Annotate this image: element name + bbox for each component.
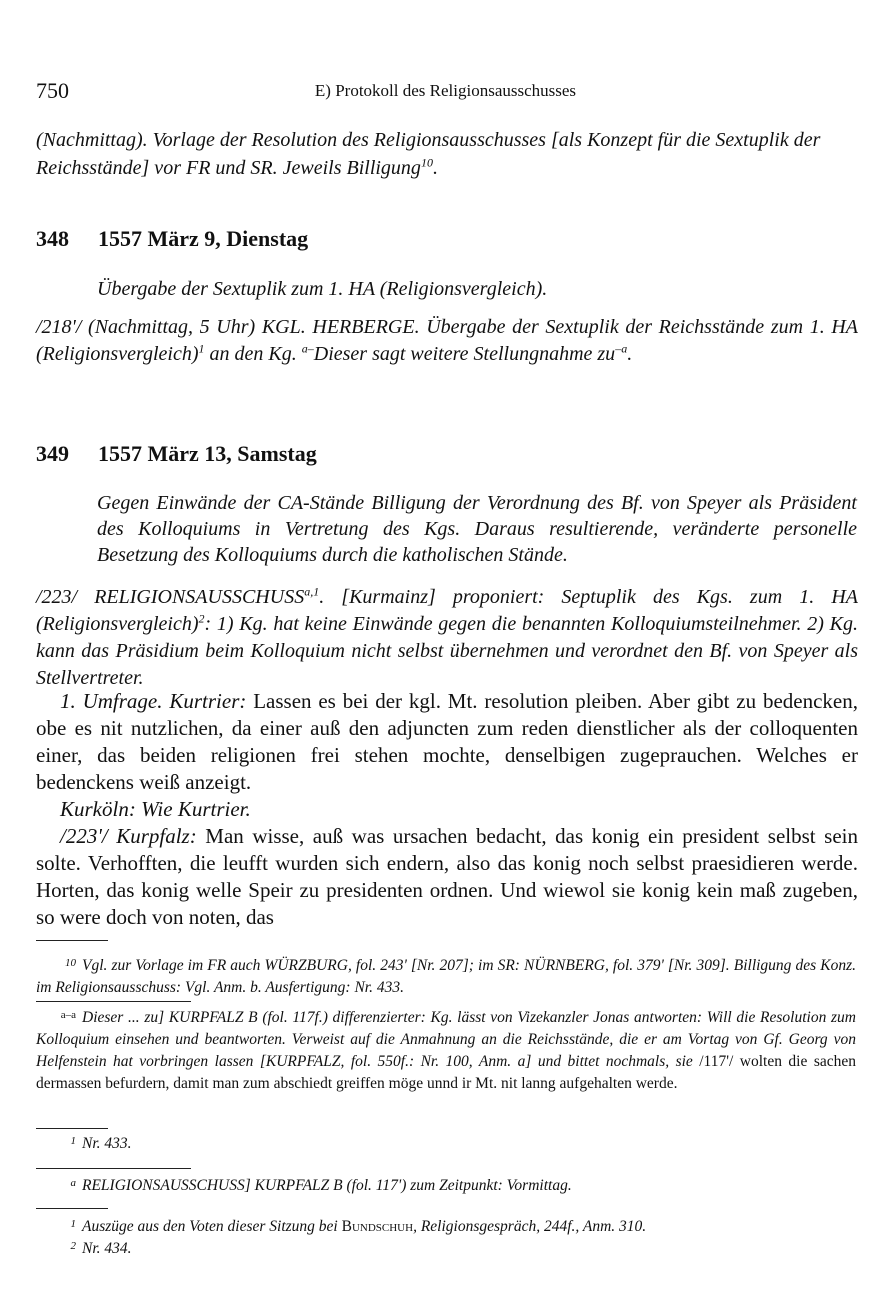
vote-text: Man wisse, auß was ursachen bedacht, das konig ein president selbst sein solte. Verhofften, die leufft wurden sich endern, also das konig noch selbst praesidieren werde. Horten, das konig welle Speir zu presidenten ordnen. Und wiewol sie konig kein maß zugeben, so were doch von noten, das xyxy=(36,824,858,929)
footnote-rule xyxy=(36,940,108,941)
footnote-rule xyxy=(36,1168,191,1169)
footnote-ref-a1[interactable]: a,1 xyxy=(304,584,320,599)
footnote-ref-10[interactable]: 10 xyxy=(420,155,433,170)
footnote-ref-1[interactable]: 1 xyxy=(198,341,205,356)
entry-349-intro-part: /223/ RELIGIONSAUSSCHUSS xyxy=(36,586,305,608)
entry-number: 349 xyxy=(36,441,69,466)
running-title: E) Protokoll des Religionsausschusses xyxy=(314,81,577,100)
entry-date: 1557 März 9, Dienstag xyxy=(98,226,309,251)
footnote-a xyxy=(36,1172,856,1197)
footnote-ref-2[interactable]: 2 xyxy=(198,611,205,626)
lead-paragraph xyxy=(36,126,858,182)
footnote-a-a xyxy=(36,1004,856,1095)
footnote-mark: 1 xyxy=(70,1135,76,1147)
entry-349-intro-part: . [Kurmainz] proponiert: Septuplik des Kgs. zum 1. HA (Religionsvergleich) xyxy=(36,586,858,635)
entry-349-intro-part: : 1) Kg. hat keine Einwände gegen die benannten Kolloquiumsteilnehmer. 2) Kg. kann das Präsidium beim Kolloquium nicht selbst übernehmen und verordnet den Bf. von Speyer als Stellvertreter. xyxy=(36,613,858,689)
footnote-rule xyxy=(36,1128,108,1129)
footnote-ref-a[interactable]: a– xyxy=(301,341,314,356)
footnote-text: Auszüge aus den Voten dieser Sitzung bei xyxy=(82,1218,338,1235)
footnote-2 xyxy=(36,1235,856,1260)
entry-348-text-part: Dieser sagt weitere Stellungnahme zu xyxy=(313,343,616,365)
entry-349-intro xyxy=(36,584,858,692)
footnote-text: Nr. 433. xyxy=(82,1135,132,1152)
page-header xyxy=(36,78,855,106)
entry-349-summary: Gegen Einwände der CA-Stände Billigung der Verordnung des Bf. von Speyer als Präsident des Kolloquiums in Vertretung des Kgs. Daraus resultierende, veränderte personelle Besetzung des Kolloquiums durch die katholischen Stände. xyxy=(97,492,857,566)
footnote-1a xyxy=(36,1130,856,1155)
footnote-mark: 2 xyxy=(70,1240,76,1252)
vote-kurpfalz xyxy=(36,823,858,931)
vote-kurkoeln xyxy=(36,796,858,823)
entry-349-heading xyxy=(36,441,317,467)
vote-text: Lassen es bei der kgl. Mt. resolution pleiben. Aber gibt zu bedencken, obe es nit nutzlichen, da einer auß den adjuncten zum reden dienstlicher als der colloquenten einer, das beiden religionen frei stehen mochte, denselbigen zugeprauchen. Welches er bedenckens weiß anzeigt. xyxy=(36,689,858,794)
lead-text: (Nachmittag). Vorlage der Resolution des Religionsausschusses [als Konzept für die Sextuplik der Reichsstände] vor FR und SR. Jeweils Billigung xyxy=(36,129,821,179)
page-number: 750 xyxy=(36,78,69,103)
footnote-10 xyxy=(36,952,856,999)
footnote-mark: 10 xyxy=(65,957,76,969)
entry-number: 348 xyxy=(36,226,69,251)
footnote-text: Nr. 434. xyxy=(82,1240,132,1257)
footnote-rule xyxy=(36,1001,191,1002)
vote-label: 1. Umfrage. Kurtrier: xyxy=(60,689,247,713)
entry-348-end: . xyxy=(627,343,633,365)
footnote-text-roman: wolten die sachen dermassen befurdern, damit man zum abschiedt greiffen möge unnd ir Mt. nit lanng aufgehalten werde. xyxy=(36,1053,856,1092)
entry-348-text-part: an den Kg. xyxy=(204,343,302,365)
footnote-text-italic: Dieser ... zu] KURPFALZ B (fol. 117f.) differenzierter: Kg. lässt von Vizekanzler Jonas antworten: Will die Resolution zum Kolloquium einsehen und beantworten. Verweist auf die Anmahnung an die Reichsstände, die er am Vortag von Gf. Georg von Helfenstein hat vorbringen lassen [KURPFALZ, fol. 550f.: Nr. 100, Anm. a] und bittet nochmals, sie xyxy=(36,1009,856,1070)
vote-kurtrier xyxy=(36,688,858,796)
entry-date: 1557 März 13, Samstag xyxy=(98,441,317,466)
entry-348-text xyxy=(36,314,858,368)
footnote-text: , Religionsgespräch, 244f., Anm. 310. xyxy=(413,1218,647,1235)
vote-label: /223'/ Kurpfalz: xyxy=(60,824,197,848)
vote-label: Kurköln: Wie Kurtrier. xyxy=(60,797,251,821)
footnote-rule xyxy=(36,1208,108,1209)
entry-348-summary: Übergabe der Sextuplik zum 1. HA (Religionsvergleich). xyxy=(97,278,548,300)
lead-end: . xyxy=(432,157,438,179)
footnote-mark: a xyxy=(70,1177,76,1189)
entry-348-heading xyxy=(36,226,308,252)
footnote-mark: a–a xyxy=(60,1009,76,1021)
entry-348-text-part: /218'/ (Nachmittag, 5 Uhr) KGL. HERBERGE. Übergabe der Sextuplik der Reichsstände zum 1. HA (Religionsvergleich) xyxy=(36,316,858,365)
footnote-author: Bundschuh xyxy=(341,1218,414,1235)
footnote-mark: 1 xyxy=(70,1218,76,1230)
footnote-text: Vgl. zur Vorlage im FR auch WÜRZBURG, fol. 243' [Nr. 207]; im SR: NÜRNBERG, fol. 379' [Nr. 309]. Billigung des Konz. im Religionsausschuss: Vgl. Anm. b. Ausfertigung: Nr. 433. xyxy=(36,957,856,996)
footnote-ref-a-end[interactable]: –a xyxy=(615,341,628,356)
footnote-folio: /117'/ xyxy=(692,1053,740,1070)
footnote-text: RELIGIONSAUSSCHUSS] KURPFALZ B (fol. 117') zum Zeitpunkt: Vormittag. xyxy=(82,1177,572,1194)
